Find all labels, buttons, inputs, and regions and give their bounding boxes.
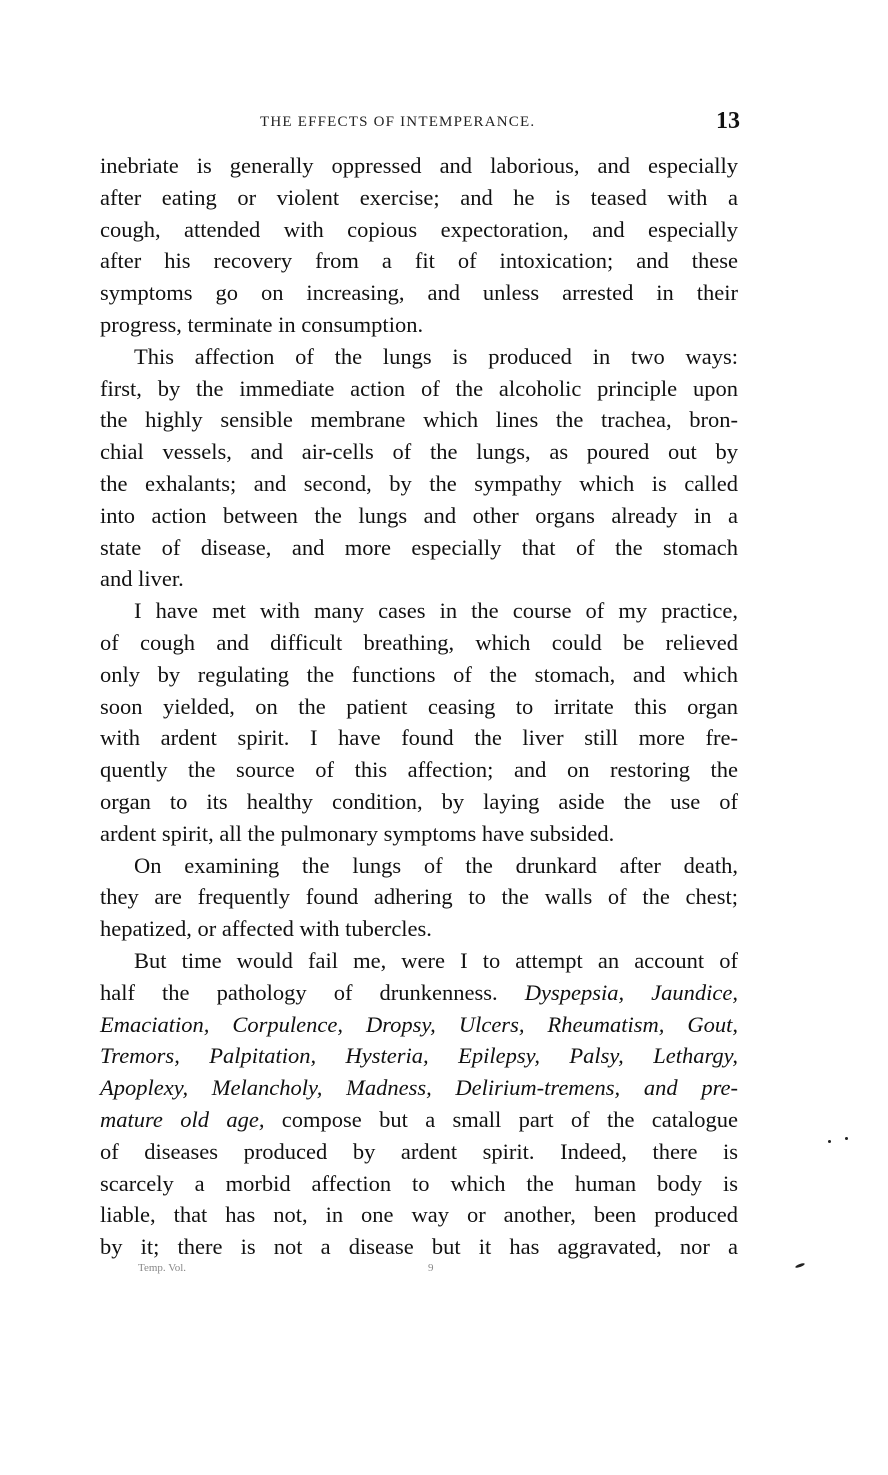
text-line (100, 818, 738, 850)
text-line (100, 373, 738, 405)
text-run: ardent spirit, all the pulmonary symptoms have subsided. (100, 820, 615, 846)
text-line (100, 1072, 738, 1104)
text-line (100, 786, 738, 818)
paragraph (100, 850, 738, 945)
text-run: cough, attended with copious expectoration, and especially (100, 216, 738, 242)
text-line (100, 627, 738, 659)
text-line (100, 1040, 738, 1072)
text-line (100, 722, 738, 754)
text-run: the highly sensible membrane which lines the trachea, bron- (100, 407, 738, 433)
text-line (100, 595, 738, 627)
text-line (100, 850, 738, 882)
text-run: On examining the lungs of the drunkard after death, (134, 852, 738, 878)
text-run: after eating or violent exercise; and he is teased with a (100, 184, 738, 210)
text-run: inebriate is generally oppressed and laborious, and especially (100, 153, 738, 178)
text-line (100, 468, 738, 500)
text-line (100, 182, 738, 214)
page-body-text (100, 150, 738, 1263)
text-run: of diseases produced by ardent spirit. Indeed, there is (100, 1138, 738, 1164)
text-run: This affection of the lungs is produced in two ways: (134, 343, 738, 369)
footer-imprint: Temp. Vol. (138, 1262, 187, 1274)
running-header (100, 108, 740, 138)
scan-speck (795, 1262, 805, 1268)
text-line (100, 563, 738, 595)
text-run: progress, terminate in consumption. (100, 311, 424, 337)
text-line (100, 881, 738, 913)
text-line (100, 754, 738, 786)
text-line (100, 1009, 738, 1041)
text-line (100, 150, 738, 182)
running-title: THE EFFECTS OF INTEMPERANCE. (260, 114, 536, 130)
text-run: quently the source of this affection; and on restoring the (100, 757, 738, 783)
text-run: compose but a small part of the catalogue (264, 1106, 739, 1132)
text-run: But time would fail me, were I to attempt an account of (134, 947, 738, 973)
text-run: soon yielded, on the patient ceasing to irritate this organ (100, 693, 738, 719)
paragraph (100, 341, 738, 595)
text-run: they are frequently found adhering to the walls of the chest; (100, 884, 738, 910)
italic-text: Tremors, Palpitation, Hysteria, Epilepsy, Palsy, Lethargy, (100, 1043, 738, 1069)
scan-speck (845, 1137, 848, 1140)
text-line (100, 1136, 738, 1168)
text-run: of cough and difficult breathing, which could be relieved (100, 629, 738, 655)
text-line (100, 1104, 738, 1136)
text-run: into action between the lungs and other organs already in a (100, 502, 738, 528)
text-run: only by regulating the functions of the stomach, and which (100, 661, 738, 687)
italic-text: Dyspepsia, Jaundice, (524, 979, 738, 1005)
text-line (100, 1231, 738, 1263)
text-run: first, by the immediate action of the alcoholic principle upon (100, 375, 738, 401)
signature-mark: 9 (428, 1262, 434, 1274)
text-run: scarcely a morbid affection to which the human body is (100, 1170, 738, 1196)
italic-text: Apoplexy, Melancholy, Madness, Delirium-tremens, and pre- (100, 1075, 738, 1101)
text-run: the exhalants; and second, by the sympathy which is called (100, 470, 738, 496)
text-run: by it; there is not a disease but it has aggravated, nor a (100, 1234, 738, 1260)
text-run: chial vessels, and air-cells of the lungs, as poured out by (100, 439, 738, 465)
text-line (100, 691, 738, 723)
text-run: liable, that has not, in one way or another, been produced (100, 1202, 738, 1228)
text-run: half the pathology of drunkenness. (100, 979, 525, 1005)
text-line (100, 977, 738, 1009)
text-line (100, 913, 738, 945)
italic-text: Emaciation, Corpulence, Dropsy, Ulcers, Rheumatism, Gout, (100, 1011, 738, 1037)
text-line (100, 1199, 738, 1231)
paragraph (100, 595, 738, 849)
italic-text: mature old age, (100, 1106, 265, 1132)
page-number: 13 (716, 108, 740, 134)
text-line (100, 436, 738, 468)
text-run: organ to its healthy condition, by laying aside the use of (100, 788, 738, 814)
text-line (100, 214, 738, 246)
text-line (100, 341, 738, 373)
text-line (100, 1168, 738, 1200)
text-line (100, 532, 738, 564)
text-line (100, 659, 738, 691)
text-run: state of disease, and more especially that of the stomach (100, 534, 738, 560)
text-run: symptoms go on increasing, and unless arrested in their (100, 280, 738, 306)
text-line (100, 309, 738, 341)
text-run: with ardent spirit. I have found the liver still more fre- (100, 725, 738, 751)
text-line (100, 245, 738, 277)
text-run: I have met with many cases in the course of my practice, (134, 598, 738, 624)
text-run: hepatized, or affected with tubercles. (100, 916, 432, 942)
text-run: after his recovery from a fit of intoxication; and these (100, 248, 738, 274)
text-line (100, 277, 738, 309)
text-run: and liver. (100, 566, 184, 592)
page-footer (138, 1262, 738, 1274)
text-line (100, 404, 738, 436)
paragraph (100, 150, 738, 341)
scan-speck (828, 1140, 831, 1143)
paragraph (100, 945, 738, 1263)
text-line (100, 500, 738, 532)
text-line (100, 945, 738, 977)
